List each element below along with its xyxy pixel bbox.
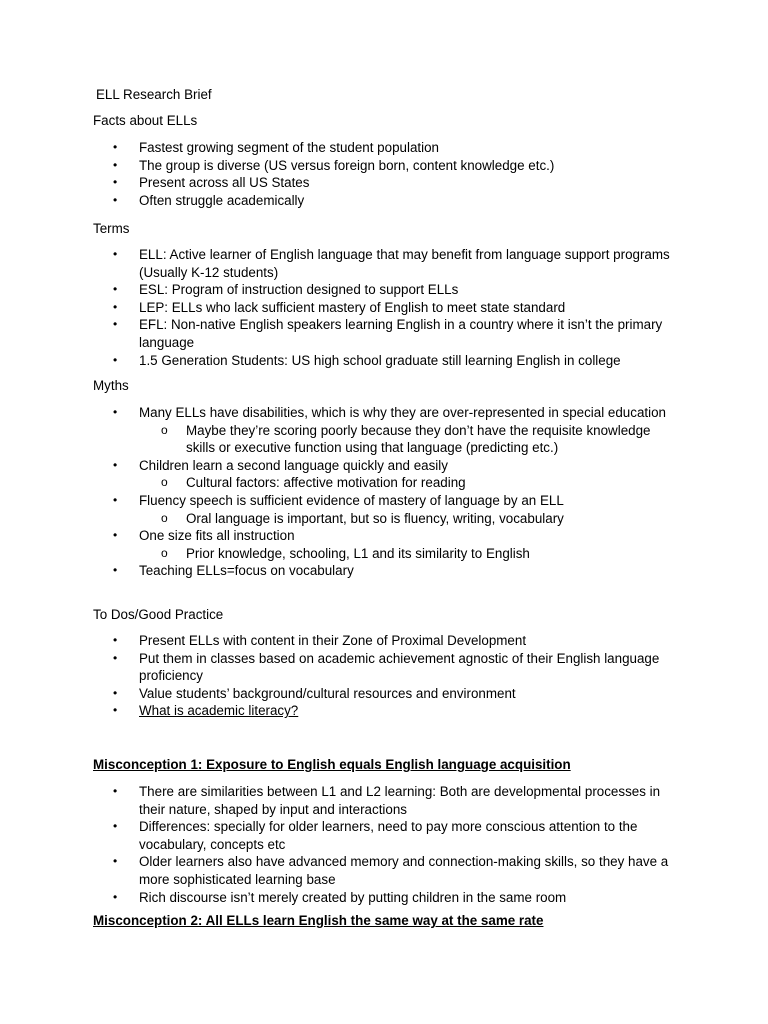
bullet-icon: •: [113, 157, 118, 172]
list-item: [0, 889, 680, 907]
sub-list-item: [139, 510, 680, 528]
list-item-text: There are similarities between L1 and L2 learning: Both are developmental processes in their nature, shaped by input and interactions: [139, 784, 661, 817]
list-item: [0, 562, 680, 580]
list-item: [0, 457, 680, 492]
list-item: [0, 352, 680, 370]
misconception-1-list: [0, 783, 680, 906]
sub-list: [139, 510, 680, 528]
list-item: [0, 299, 680, 317]
section-heading-myths: Myths: [93, 378, 129, 393]
facts-list: [0, 139, 680, 209]
list-item: [0, 685, 680, 703]
list-item: [0, 818, 680, 853]
list-item: [0, 246, 680, 281]
list-item-text: Many ELLs have disabilities, which is why they are over-represented in special education: [139, 405, 666, 420]
list-item-text: Fluency speech is sufficient evidence of mastery of language by an ELL: [139, 492, 564, 508]
bullet-icon: •: [113, 563, 118, 578]
bullet-icon: •: [113, 282, 118, 297]
list-item-text: LEP: ELLs who lack sufficient mastery of English to meet state standard: [139, 299, 566, 315]
sub-list: [139, 474, 680, 492]
section-heading-todos: To Dos/Good Practice: [93, 607, 224, 622]
bullet-icon: •: [113, 784, 118, 798]
bullet-icon: •: [113, 685, 118, 700]
list-item-text: Children learn a second language quickly and easily: [139, 457, 448, 473]
sub-list: [139, 422, 680, 457]
sub-list-item-text: Cultural factors: affective motivation for reading: [186, 475, 466, 491]
sub-list-item-text: Oral language is important, but so is fluency, writing, vocabulary: [186, 510, 564, 526]
list-item: [0, 650, 680, 685]
todos-list: [0, 632, 680, 720]
list-item-text: Older learners also have advanced memory and connection-making skills, so they have a more sophisticated learning base: [139, 854, 669, 887]
list-item-text: Teaching ELLs=focus on vocabulary: [139, 563, 354, 579]
sub-bullet-icon: o: [161, 475, 168, 490]
list-item-text: Present ELLs with content in their Zone of Proximal Development: [139, 633, 527, 648]
bullet-icon: •: [113, 492, 118, 507]
bullet-icon: •: [113, 175, 118, 190]
list-item: [0, 157, 680, 175]
list-item-text: EFL: Non-native English speakers learning English in a country where it isn’t the primary language: [139, 317, 663, 350]
bullet-icon: •: [113, 192, 118, 207]
list-item: [0, 139, 680, 157]
bullet-icon: •: [113, 889, 118, 904]
list-item: [0, 632, 680, 650]
list-item-text: Often struggle academically: [139, 192, 305, 208]
list-item-text: Value students’ background/cultural resources and environment: [139, 685, 516, 701]
bullet-icon: •: [113, 405, 118, 419]
list-item-text: Present across all US States: [139, 175, 310, 191]
sub-bullet-icon: o: [161, 422, 168, 437]
bullet-icon: •: [113, 528, 118, 543]
list-item-text: Put them in classes based on academic achievement agnostic of their English language proficiency: [139, 650, 660, 684]
list-item-text: 1.5 Generation Students: US high school graduate still learning English in college: [139, 352, 621, 368]
list-item: [0, 527, 680, 562]
list-item: [0, 174, 680, 192]
list-item-text: The group is diverse (US versus foreign born, content knowledge etc.): [139, 157, 555, 173]
list-item: [0, 492, 680, 527]
bullet-icon: •: [113, 299, 118, 314]
sub-list-item: [139, 545, 680, 563]
list-item: [0, 192, 680, 210]
sub-bullet-icon: o: [161, 510, 168, 525]
section-heading-facts: Facts about ELLs: [93, 113, 198, 128]
list-item: [0, 853, 680, 888]
list-item-text: Fastest growing segment of the student population: [139, 140, 439, 155]
academic-literacy-link[interactable]: What is academic literacy?: [139, 703, 299, 719]
bullet-icon: •: [113, 352, 118, 367]
list-item-text: Differences: specially for older learners, need to pay more conscious attention to the vocabulary, concepts etc: [139, 819, 638, 852]
sub-list-item: [139, 422, 680, 457]
list-item: [0, 316, 680, 351]
misconception-1-heading: Misconception 1: Exposure to English equals English language acquisition: [93, 757, 571, 772]
list-item-text: ESL: Program of instruction designed to support ELLs: [139, 282, 459, 298]
list-item-text: One size fits all instruction: [139, 528, 295, 544]
bullet-icon: •: [113, 140, 118, 154]
terms-list: [0, 246, 680, 369]
list-item: [0, 281, 680, 299]
bullet-icon: •: [113, 819, 118, 834]
bullet-icon: •: [113, 457, 118, 472]
sub-list-item-text: Maybe they’re scoring poorly because they don’t have the requisite knowledge skills or executive function using that language (predicting etc.): [186, 422, 651, 456]
sub-list: [139, 545, 680, 563]
myths-list: [0, 404, 680, 580]
document-title: ELL Research Brief: [96, 87, 212, 102]
sub-list-item-text: Prior knowledge, schooling, L1 and its similarity to English: [186, 545, 530, 561]
sub-list-item: [139, 474, 680, 492]
bullet-icon: •: [113, 317, 118, 332]
list-item: [0, 702, 680, 720]
misconception-2-heading: Misconception 2: All ELLs learn English the same way at the same rate: [93, 913, 544, 928]
bullet-icon: •: [113, 247, 118, 261]
list-item: [0, 783, 680, 818]
bullet-icon: •: [113, 633, 118, 647]
list-item-text: Rich discourse isn’t merely created by putting children in the same room: [139, 889, 567, 905]
list-item-text: ELL: Active learner of English language that may benefit from language support programs (Usually K-12 students): [139, 247, 670, 280]
bullet-icon: •: [113, 703, 118, 718]
list-item: [0, 404, 680, 457]
sub-bullet-icon: o: [161, 545, 168, 560]
bullet-icon: •: [113, 854, 118, 869]
bullet-icon: •: [113, 650, 118, 665]
section-heading-terms: Terms: [93, 221, 130, 236]
